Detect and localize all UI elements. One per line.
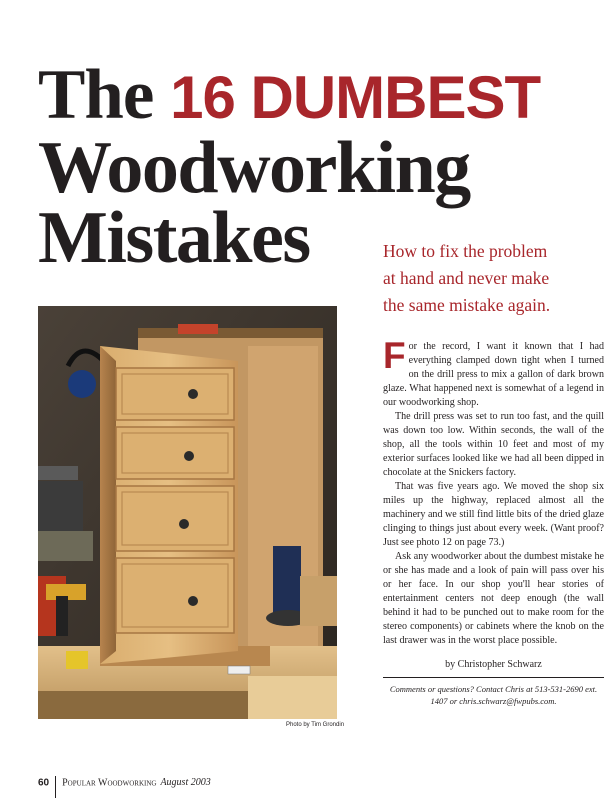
paragraph-4: Ask any woodworker about the dumbest mistake he or she has made and a look of pain will pass over his or her face. In our shop you'll hear stories of entertainment centers not deep enough (the wall behind it had to be punched out to make room for the stereo components) or cabinets where the knob on the last drawer was in the worst place possible. bbox=[383, 551, 604, 646]
headline-line-3: Mistakes bbox=[38, 197, 310, 279]
subtitle-line-2: at hand and never make bbox=[383, 268, 550, 288]
headline-line-1 bbox=[38, 56, 598, 134]
subtitle-line-1: How to fix the problem bbox=[383, 241, 548, 261]
byline: by Christopher Schwarz bbox=[445, 659, 542, 670]
knob-1 bbox=[188, 389, 198, 399]
ear-muffs bbox=[68, 370, 96, 398]
drawer-2 bbox=[116, 427, 234, 479]
footer-divider bbox=[55, 776, 56, 798]
drawer-1 bbox=[116, 368, 234, 420]
headline-highlight: 16 DUMBEST bbox=[170, 64, 541, 131]
headline-line-2: Woodworking bbox=[38, 127, 470, 209]
article-body bbox=[383, 335, 604, 707]
paragraph-3: That was five years ago. We moved the shop six miles up the highway, replaced almost all the machinery and we still find little bits of the dried glaze clinging to things just about every week. (Want proof? Just see photo 12 on page 73.) bbox=[383, 481, 604, 548]
knob-3 bbox=[179, 519, 189, 529]
drawer-3 bbox=[116, 486, 234, 551]
knob-4 bbox=[188, 596, 198, 606]
grinder bbox=[38, 481, 83, 531]
paragraph-2: The drill press was set to run too fast, and the quill was down too low. Within seconds, the wall of the shop, all the tools within 10 feet and most of my exterior surfaces looked like we had all been dipped in chocolate at the Snickers factory. bbox=[383, 411, 604, 478]
magazine-name: Popular Woodworking bbox=[62, 777, 157, 789]
divider-rule bbox=[383, 677, 604, 678]
subtitle-line-3: the same mistake again. bbox=[383, 295, 551, 315]
knob-2 bbox=[184, 451, 194, 461]
photo-credit: Photo by Tim Grondin bbox=[286, 722, 345, 728]
contact-note: Comments or questions? Contact Chris at 513-531-2690 ext. 1407 or chris.schwarz@fwpubs.com. bbox=[389, 684, 598, 706]
drop-cap: F bbox=[383, 335, 406, 376]
workshop-illustration bbox=[38, 306, 337, 719]
tape-measure bbox=[66, 651, 88, 669]
random-orbit-sander bbox=[273, 546, 301, 616]
headline-lead: The bbox=[38, 56, 154, 134]
drawer-4 bbox=[116, 558, 234, 633]
page-footer bbox=[38, 772, 211, 794]
subtitle bbox=[383, 238, 598, 319]
issue-date: August 2003 bbox=[160, 777, 211, 789]
chest-of-drawers-photo bbox=[38, 306, 337, 719]
paragraph-1: For the record, I want it known that I had everything clamped down tight when I turned on the drill press to mix a gallon of dark brown glaze. What happened next is somewhat of a legend in our woodworking shop. bbox=[383, 335, 604, 408]
page-number: 60 bbox=[38, 777, 50, 789]
clamp bbox=[178, 324, 218, 334]
